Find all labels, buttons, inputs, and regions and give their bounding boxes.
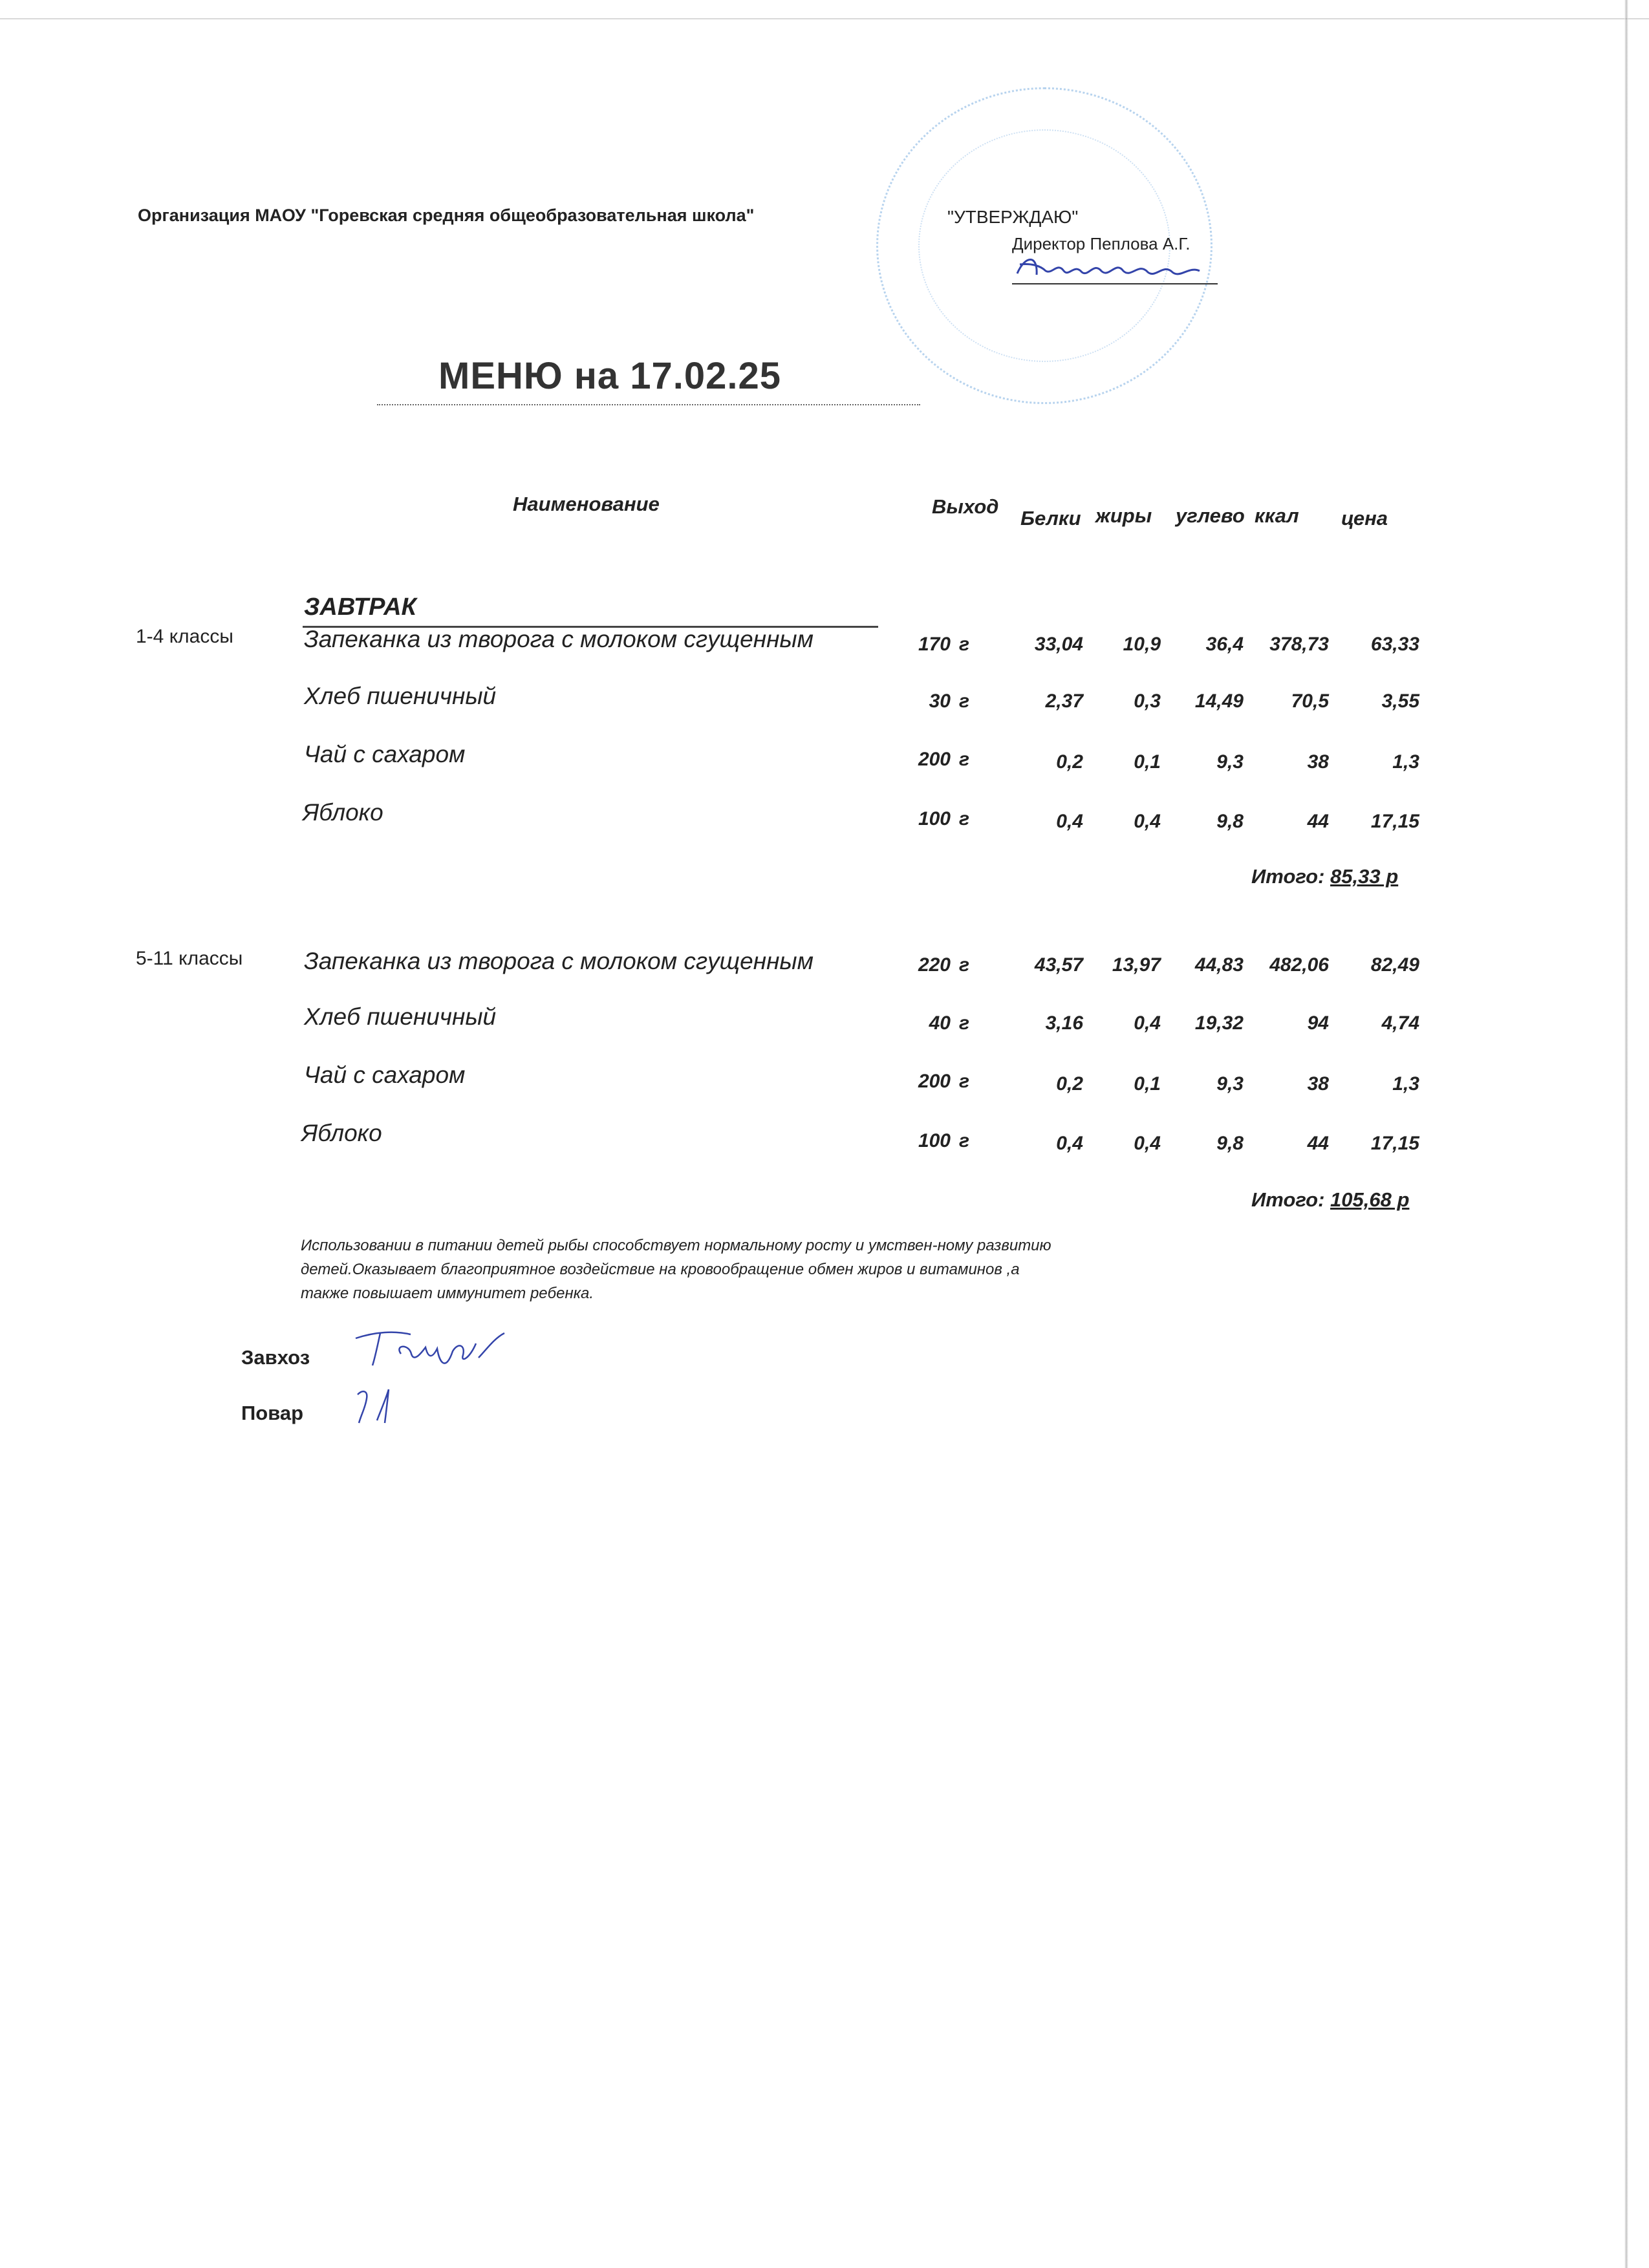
cook-signature	[352, 1380, 411, 1432]
approve-label: "УТВЕРЖДАЮ"	[947, 207, 1079, 227]
item-yield: 40	[929, 1012, 951, 1034]
item-protein: 0,2	[1056, 751, 1083, 773]
title-underline	[377, 404, 920, 405]
item-protein: 43,57	[1034, 954, 1083, 976]
item-protein: 0,4	[1056, 811, 1083, 832]
item-fat: 0,4	[1134, 1012, 1161, 1034]
total-label: Итого:	[1251, 865, 1325, 888]
item-fat: 10,9	[1123, 634, 1161, 655]
organization-line: Организация МАОУ "Горевская средняя общеобразовательная школа"	[138, 206, 755, 225]
item-name: Яблоко	[303, 799, 383, 826]
col-header-price: цена	[1341, 507, 1388, 530]
item-unit: г	[959, 634, 970, 655]
group-total	[1251, 865, 1398, 888]
item-fat: 13,97	[1112, 954, 1161, 976]
item-yield: 100	[918, 1130, 951, 1151]
col-header-carbs: углево	[1176, 504, 1245, 527]
director-signature-line	[1012, 283, 1218, 284]
item-kcal: 38	[1307, 751, 1329, 773]
item-carbs: 9,8	[1216, 811, 1244, 832]
item-unit: г	[959, 954, 970, 976]
item-price: 17,15	[1370, 811, 1419, 832]
director-signature	[1012, 249, 1225, 288]
item-carbs: 36,4	[1205, 634, 1244, 655]
item-price: 17,15	[1370, 1133, 1419, 1154]
col-header-name: Наименование	[513, 493, 660, 515]
scan-top-edge	[0, 18, 1649, 19]
group-label: 1-4 классы	[136, 626, 233, 647]
storekeeper-label: Завхоз	[241, 1346, 310, 1369]
item-price: 82,49	[1370, 954, 1419, 976]
director-name: Директор Пеплова А.Г.	[1012, 234, 1191, 253]
group-label: 5-11 классы	[136, 948, 243, 969]
item-yield: 200	[918, 749, 951, 770]
total-value: 85,33 р	[1330, 865, 1399, 888]
scan-right-edge	[1624, 0, 1628, 2268]
item-unit: г	[959, 808, 970, 829]
item-protein: 0,4	[1056, 1133, 1083, 1154]
item-name: Хлеб пшеничный	[304, 1003, 497, 1030]
item-unit: г	[959, 1130, 970, 1151]
item-fat: 0,3	[1134, 690, 1161, 712]
item-carbs: 14,49	[1194, 690, 1244, 712]
item-kcal: 44	[1307, 1133, 1329, 1154]
item-name: Чай с сахаром	[304, 741, 466, 767]
item-yield: 170	[918, 634, 951, 655]
item-yield: 100	[918, 808, 951, 829]
item-unit: г	[959, 749, 970, 770]
item-kcal: 70,5	[1291, 690, 1329, 712]
item-name: Хлеб пшеничный	[304, 683, 497, 709]
item-carbs: 44,83	[1194, 954, 1244, 976]
item-kcal: 44	[1307, 811, 1329, 832]
total-label: Итого:	[1251, 1188, 1325, 1211]
item-yield: 30	[929, 690, 951, 712]
item-price: 1,3	[1392, 751, 1419, 773]
item-carbs: 19,32	[1194, 1012, 1244, 1034]
item-name: Яблоко	[301, 1120, 382, 1146]
item-kcal: 482,06	[1269, 954, 1329, 976]
col-header-kcal: ккал	[1255, 504, 1299, 527]
item-name: Запеканка из творога с молоком сгущенным	[304, 626, 814, 652]
item-yield: 220	[918, 954, 951, 976]
item-fat: 0,4	[1134, 1133, 1161, 1154]
item-protein: 0,2	[1056, 1073, 1083, 1095]
item-protein: 3,16	[1045, 1012, 1083, 1034]
item-yield: 200	[918, 1071, 951, 1092]
item-protein: 2,37	[1045, 690, 1083, 712]
item-fat: 0,1	[1134, 751, 1161, 773]
item-carbs: 9,8	[1216, 1133, 1244, 1154]
item-carbs: 9,3	[1216, 751, 1244, 773]
storekeeper-signature	[349, 1325, 517, 1377]
item-unit: г	[959, 1012, 970, 1034]
item-kcal: 94	[1307, 1012, 1329, 1034]
item-name: Чай с сахаром	[304, 1062, 466, 1088]
col-header-fat: жиры	[1095, 504, 1152, 527]
page-title: МЕНЮ на 17.02.25	[438, 355, 781, 397]
item-price: 1,3	[1392, 1073, 1419, 1095]
item-unit: г	[959, 690, 970, 712]
cook-label: Повар	[241, 1402, 304, 1424]
col-header-yield: Выход	[932, 495, 999, 518]
item-price: 4,74	[1381, 1012, 1419, 1034]
item-price: 63,33	[1370, 634, 1419, 655]
item-fat: 0,4	[1134, 811, 1161, 832]
total-value: 105,68 р	[1330, 1188, 1410, 1211]
item-fat: 0,1	[1134, 1073, 1161, 1095]
item-protein: 33,04	[1034, 634, 1083, 655]
group-total	[1251, 1188, 1409, 1212]
meal-title: ЗАВТРАК	[304, 594, 416, 621]
item-price: 3,55	[1381, 690, 1419, 712]
item-unit: г	[959, 1071, 970, 1092]
item-kcal: 38	[1307, 1073, 1329, 1095]
nutrition-note: Использовании в питании детей рыбы способствует нормальному росту и умствен-ному развитию детей.Оказывает благоприятное воздействие на кровообращение обмен жиров и витаминов ,а также повышает иммунитет ребенка.	[301, 1237, 1051, 1302]
item-carbs: 9,3	[1216, 1073, 1244, 1095]
item-kcal: 378,73	[1269, 634, 1329, 655]
item-name: Запеканка из творога с молоком сгущенным	[304, 948, 814, 974]
col-header-protein: Белки	[1020, 507, 1081, 530]
